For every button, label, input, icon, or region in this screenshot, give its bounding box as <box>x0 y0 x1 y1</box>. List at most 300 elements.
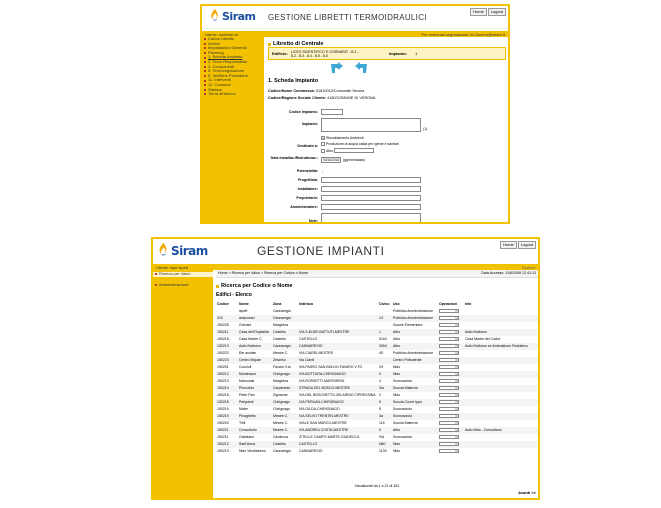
cell-operazioni <box>438 315 464 322</box>
cell-info <box>464 308 538 315</box>
sidebar-item-amministrazione[interactable]: Amministrazione <box>153 283 213 288</box>
cell-uso: Scuola Cuore Ippo <box>392 399 438 406</box>
cell-nome: Grimani <box>239 323 252 327</box>
cell-civico: 3/a <box>378 385 392 392</box>
operazioni-select[interactable] <box>439 435 459 439</box>
cell-info <box>464 322 538 329</box>
cell-nome: Peter Pan <box>239 393 255 397</box>
cell-info <box>464 371 538 378</box>
cell-indirizzo: CASTELLO <box>299 337 318 341</box>
cell-civico: 5104 <box>379 337 387 341</box>
arrow-icons <box>330 62 368 74</box>
cell-indirizzo: CANNAREGIO <box>298 343 378 350</box>
operazioni-select[interactable] <box>439 309 459 313</box>
codice-label: Codice/Nome Commessa: <box>268 89 315 93</box>
proprietario-label: Proprietario: <box>296 196 318 200</box>
impianto-textarea[interactable] <box>321 118 421 132</box>
main-content <box>216 270 538 498</box>
next-link[interactable]: Avanti >> <box>518 490 536 495</box>
edificio-label: Edificio: <box>272 51 288 56</box>
cell-codice <box>216 308 238 315</box>
user-label: Utente: ispettori srl <box>205 31 239 37</box>
sidebar-item-carica[interactable]: Carica Libretto <box>202 37 264 42</box>
cell-operazioni <box>438 308 464 315</box>
cell-nome: Nido Vendiabeno <box>239 449 266 453</box>
data-label: Data Installaz./Ristrutturaz.: <box>270 156 318 160</box>
codice-impianto-label: Codice Impianto: <box>288 110 318 114</box>
operazioni-select[interactable] <box>439 379 459 383</box>
cell-indirizzo <box>298 322 378 329</box>
cell-info <box>464 350 538 357</box>
scheda-title: 1. Scheda Impianto <box>268 78 319 84</box>
cell-civico: N60 <box>378 441 392 448</box>
cell-civico: 2 <box>379 393 381 397</box>
cell-operazioni <box>438 392 464 399</box>
cell-civico: 1 <box>378 329 392 336</box>
cell-zona: Castello <box>272 329 298 336</box>
section-title: Ricerca per Codice o Nome <box>216 283 538 289</box>
breadcrumb-bar <box>216 270 538 278</box>
cell-civico: 5 <box>378 399 392 406</box>
cell-uso: Scuola Materna <box>392 385 438 392</box>
operazioni-select[interactable] <box>439 407 459 411</box>
siram-logo <box>158 243 208 258</box>
table-row[interactable] <box>216 399 538 406</box>
cell-indirizzo: VIALE SAN MARCO-MESTRE <box>299 421 347 425</box>
cell-zona: Carpenedo <box>272 385 298 392</box>
prev-arrow-icon[interactable] <box>330 62 344 74</box>
operazioni-select[interactable] <box>439 344 459 348</box>
cell-uso: Nido <box>393 449 401 453</box>
checkbox[interactable] <box>321 136 325 140</box>
cell-operazioni <box>438 434 464 441</box>
brand-name: Siram <box>222 9 256 23</box>
sidebar <box>153 270 213 500</box>
cell-uso: Nido <box>392 371 438 378</box>
altro-input[interactable] <box>334 148 374 153</box>
table-row[interactable] <box>216 350 538 357</box>
cell-codice: 150212 <box>216 371 238 378</box>
table-row[interactable] <box>216 336 538 343</box>
cell-uso: Pubblica Amministrazione <box>393 351 434 355</box>
table-row[interactable] <box>216 448 538 455</box>
sidebar-item-terzo-responsabile[interactable]: 2. Terzo Responsabile <box>202 60 264 65</box>
sidebar-item-ricerca[interactable]: Ricerca per Valori <box>153 272 213 277</box>
operazioni-select[interactable] <box>439 330 459 334</box>
cell-uso: Sconosciuto <box>392 413 438 420</box>
cell-info <box>464 378 538 385</box>
cell-uso: Scuole Elementare <box>393 323 423 327</box>
installatore-label: Installatore: <box>297 187 318 191</box>
impianti-window <box>151 237 540 500</box>
installatore-input[interactable] <box>321 186 421 192</box>
checkbox[interactable] <box>321 149 325 153</box>
cell-info <box>464 434 538 441</box>
top-links <box>470 8 506 16</box>
cell-indirizzo: ZITELLE CAMPO MARTE-GIUDECCA <box>299 435 360 439</box>
cell-codice: 150212 <box>216 441 238 448</box>
cell-nome: Marcovati <box>239 379 255 383</box>
data-hint: (gg/mm/aaaa) <box>343 158 365 162</box>
cell-zona: Castello <box>273 337 286 341</box>
cell-info <box>464 392 538 399</box>
cell-indirizzo: VIA BOTTURA-CHIRIGNAGO <box>298 371 378 378</box>
operazioni-select[interactable] <box>439 351 459 355</box>
sidebar-item-scheda-impianto[interactable]: 1. Scheda Impianto <box>202 55 264 60</box>
cell-nome: Gabbiano <box>239 435 255 439</box>
cell-civico: 115 <box>379 421 385 425</box>
sidebar-item-consumi[interactable]: 12. Consumi <box>202 83 264 88</box>
cell-codice: 150218 <box>216 399 238 406</box>
cell-zona: Mestre C. <box>272 427 298 434</box>
table-row[interactable] <box>216 434 538 441</box>
cell-zona: Cannaregio <box>272 343 298 350</box>
cell-indirizzo: VIA GILDA-CHIRIGNAGO <box>299 407 340 411</box>
table-row[interactable] <box>216 315 538 322</box>
cell-codice: 150220 <box>217 421 229 425</box>
cell-operazioni <box>438 371 464 378</box>
operazioni-select[interactable] <box>439 442 459 446</box>
sidebar-item-termoregolazione[interactable]: 5. Termoregolazione <box>202 69 264 74</box>
cell-civico <box>378 308 392 315</box>
amministratore-label: Amministratore: <box>290 205 318 209</box>
cell-nome: Mafer <box>239 407 248 411</box>
logout-link[interactable]: Logout <box>488 8 506 16</box>
cell-indirizzo: VIA PASSO SAN BOLDO-FAVARO V.TO <box>299 365 363 369</box>
cell-codice: 150216 <box>217 393 229 397</box>
bullet-icon <box>268 43 271 46</box>
operazioni-select[interactable] <box>439 449 459 453</box>
cell-codice: 150228 <box>217 323 229 327</box>
operazioni-select[interactable] <box>439 421 459 425</box>
cell-nome: Casa Madre C. <box>239 337 263 341</box>
cell-zona: Castello <box>272 441 298 448</box>
cell-codice: 150219 <box>217 407 229 411</box>
edificio-box <box>268 47 506 60</box>
cell-nome: Asilo Notturno <box>238 343 272 350</box>
cell-civico: 3a <box>378 413 392 420</box>
cell-uso: Altro <box>392 427 438 434</box>
cell-codice: 150201 <box>217 365 229 369</box>
cell-indirizzo: VIA SELVO TRENTIN-MESTRE <box>298 413 378 420</box>
operazioni-select[interactable] <box>439 393 459 397</box>
edifici-table <box>216 301 538 455</box>
cell-operazioni <box>438 329 464 336</box>
cell-indirizzo: VIA PERUAN-CHIRIGNAGO <box>298 399 378 406</box>
cell-info <box>464 385 538 392</box>
sidebar-item-componenti[interactable]: 4. Componenti <box>202 65 264 70</box>
amministratore-input[interactable] <box>321 204 421 210</box>
cell-uso: Scuola Materna <box>393 421 418 425</box>
cell-indirizzo <box>298 308 378 315</box>
cell-operazioni <box>438 364 464 371</box>
operazioni-select[interactable] <box>439 386 459 390</box>
note-textarea[interactable] <box>321 213 421 224</box>
operazioni-select[interactable] <box>439 316 459 320</box>
cell-info: Asilo Notturno ex Ambulatorio Pediatrico <box>464 343 538 350</box>
cell-operazioni <box>438 322 464 329</box>
cell-nome: Pinaghetto <box>238 413 272 420</box>
destinato-label: Destinato a: <box>297 144 318 148</box>
cell-indirizzo: VIA ROSSETTI-MARGHERA <box>299 379 345 383</box>
libretto-title: Libretto di Centrale <box>268 41 508 47</box>
table-row[interactable] <box>216 441 538 448</box>
cell-operazioni <box>438 399 464 406</box>
cell-civico: 5 <box>379 407 381 411</box>
table-row[interactable] <box>216 322 538 329</box>
proprietario-input[interactable] <box>321 195 421 201</box>
cell-indirizzo: Via Ciardi <box>298 357 378 364</box>
potenzialita-value: - <box>322 168 324 173</box>
cell-zona: Chirignago <box>272 399 298 406</box>
edificio-value: LICEO SCIENTIFICO 'E.CORNARO' - B.1 - 8.2 - 8.3 - 8.4 - 8.5 - 8.6 <box>291 49 359 58</box>
cell-operazioni <box>438 441 464 448</box>
cell-codice: 150224 <box>216 357 238 364</box>
cell-indirizzo: CASTELLO <box>298 441 378 448</box>
ragione-value: 4160/COMUNE DI VERONA <box>327 96 376 100</box>
cell-codice: 150213 <box>217 379 229 383</box>
cell-civico: 9 <box>378 427 392 434</box>
cell-civico: 3054 <box>378 343 392 350</box>
cell-civico: 4 <box>379 379 381 383</box>
cell-operazioni <box>438 385 464 392</box>
cell-operazioni <box>438 420 464 427</box>
table-row[interactable] <box>216 420 538 427</box>
cell-uso: Sconosciuto <box>393 379 413 383</box>
app-title: GESTIONE LIBRETTI TERMOIDRAULICI <box>268 13 427 22</box>
operazioni-select[interactable] <box>439 337 459 341</box>
table-body <box>216 308 538 455</box>
table-row[interactable] <box>216 392 538 399</box>
destinato-option-1[interactable]: Riscaldamento Ambienti <box>321 136 364 140</box>
cell-zona: Zelarino <box>272 357 298 364</box>
cell-zona: Zignaone <box>273 393 288 397</box>
col-civico: Civico <box>379 302 390 306</box>
brand-name: Siram <box>171 243 208 258</box>
cell-zona: Mestre C. <box>273 421 289 425</box>
top-links <box>500 241 536 249</box>
cell-operazioni <box>438 413 464 420</box>
sidebar-item-stampa[interactable]: Stampa <box>202 88 264 93</box>
cell-info <box>464 315 538 322</box>
pagination-info: Visualizzati da 1 a 21 di 361 <box>354 484 400 488</box>
cell-codice: 210 <box>216 315 238 322</box>
cell-zona: Marghera <box>273 379 288 383</box>
cell-zona: Mestre C. <box>273 351 289 355</box>
list-subtitle: Edifici - Elenco <box>216 292 252 298</box>
access-label: Data Accesso: 11/6/2008 12:41:13 <box>481 271 536 275</box>
col-info: Info <box>465 302 472 306</box>
cell-info <box>464 420 538 427</box>
siram-logo <box>210 9 256 23</box>
cell-zona: Cannaregio <box>273 309 292 313</box>
app-title: GESTIONE IMPIANTI <box>257 244 385 258</box>
flame-icon <box>158 243 169 258</box>
sidebar-item-interventi[interactable]: 11. Interventi <box>202 78 264 83</box>
cell-civico <box>378 322 392 329</box>
cell-codice: 150219 <box>216 343 238 350</box>
cell-info <box>464 364 538 371</box>
cell-indirizzo: VIA S.M.DEI BATTUTI-MESTRE <box>298 329 378 336</box>
cell-zona: Mestre C. <box>272 413 298 420</box>
operazioni-select[interactable] <box>439 414 459 418</box>
cell-codice: 150222 <box>217 351 229 355</box>
impianto-number-value: 1 <box>415 51 418 56</box>
cell-operazioni <box>438 336 464 343</box>
cell-civico: 1139 <box>379 449 387 453</box>
cell-nome: assicurazi <box>238 315 272 322</box>
codice-impianto-input[interactable] <box>321 109 343 115</box>
progettista-input[interactable] <box>321 177 421 183</box>
cell-codice: 150214 <box>216 385 238 392</box>
impianto-number-label: Impianto: <box>389 51 407 56</box>
operazioni-select[interactable] <box>439 400 459 404</box>
col-uso: Uso <box>393 302 400 306</box>
main-content <box>268 38 508 224</box>
cell-civico: 9/A <box>379 435 385 439</box>
note-label: Note: <box>308 219 318 223</box>
destinato-option-2[interactable]: Produzione di acqua calda per igiene e sanitari <box>321 142 399 146</box>
cell-info: Asilo Notturno <box>464 329 538 336</box>
home-link[interactable]: Home <box>470 8 487 16</box>
cell-indirizzo: VIA DEL BOSCHETTO-ZELARINO CIPRESSINA <box>299 393 376 397</box>
cell-uso: Nido <box>393 393 401 397</box>
operazioni-select[interactable] <box>439 372 459 376</box>
user-label: Utente: ispe ispett <box>156 264 189 270</box>
next-arrow-icon[interactable] <box>354 62 368 74</box>
cell-nome: Cuccioli <box>239 365 252 369</box>
col-nome[interactable]: Nome <box>239 302 249 306</box>
cell-nome: Trilli <box>239 421 246 425</box>
codice-commessa-row <box>268 89 364 93</box>
table-row[interactable] <box>216 329 538 336</box>
logout-link[interactable]: Logout <box>518 241 536 249</box>
table-row[interactable] <box>216 378 538 385</box>
codice-value: 01810012/Comunale Verona <box>315 89 365 93</box>
system-label: System <box>521 264 535 270</box>
cell-info <box>464 413 538 420</box>
ragione-row <box>268 96 375 100</box>
cell-nome: Montessori <box>238 371 272 378</box>
cell-info <box>464 399 538 406</box>
cell-civico: 45 <box>379 351 383 355</box>
cell-civico: 13 <box>378 315 392 322</box>
flame-icon <box>210 9 220 23</box>
cell-operazioni <box>438 343 464 350</box>
sidebar-item-verifiche[interactable]: 9. Verifiche Periodiche <box>202 74 264 79</box>
table-header <box>216 301 538 308</box>
cell-indirizzo: STRADA DEL BOSCO-MESTRE <box>298 385 378 392</box>
cell-info <box>464 441 538 448</box>
cell-nome: Consultorio <box>238 427 272 434</box>
cell-info <box>464 406 538 413</box>
cell-zona: Marghera <box>273 323 288 327</box>
table-row[interactable] <box>216 385 538 392</box>
table-row[interactable] <box>216 364 538 371</box>
cell-zona: Chirignago <box>273 407 290 411</box>
cell-codice: 150211 <box>217 435 229 439</box>
cell-zona: Favaro V.to <box>273 365 291 369</box>
cell-nome: Ete avviale <box>239 351 257 355</box>
operazioni-select[interactable] <box>439 428 459 432</box>
cell-codice: 150221 <box>216 427 238 434</box>
table-row[interactable] <box>216 343 538 350</box>
home-link[interactable]: Home <box>500 241 517 249</box>
cell-uso: Sconosciuto <box>393 407 413 411</box>
sidebar-item-archivi[interactable]: Archivi <box>202 42 264 47</box>
table-row[interactable] <box>216 371 538 378</box>
table-row[interactable] <box>216 406 538 413</box>
cell-zona: Cannaregio <box>272 315 298 322</box>
cell-zona: Chirignago <box>272 371 298 378</box>
sidebar-item-planning[interactable]: Planning <box>202 51 264 56</box>
col-codice[interactable]: Codice <box>217 302 229 306</box>
cell-indirizzo: CANNAREGIO <box>299 449 323 453</box>
table-row[interactable] <box>216 427 538 434</box>
table-row[interactable] <box>216 308 538 315</box>
table-row[interactable] <box>216 413 538 420</box>
checkbox[interactable] <box>321 142 325 146</box>
cell-operazioni <box>438 378 464 385</box>
operazioni-select[interactable] <box>439 358 459 362</box>
cell-nome: Casa dell'Ospitalita <box>238 329 272 336</box>
operazioni-select[interactable] <box>439 365 459 369</box>
support-label: Per eventuali segnalazioni: M.Genero@siram.it <box>421 31 505 37</box>
cell-indirizzo <box>298 315 378 322</box>
sidebar <box>202 36 264 224</box>
cell-codice: 150219 <box>216 413 238 420</box>
cell-uso: Altro <box>392 329 438 336</box>
potenzialita-label: Potenzialita: <box>296 169 318 173</box>
header <box>153 239 538 263</box>
cell-nome: ispett <box>239 309 248 313</box>
cell-uso: Nido <box>392 441 438 448</box>
cell-codice: 150211 <box>216 329 238 336</box>
impianto-label: Impianto: <box>301 122 318 126</box>
destinato-option-3[interactable]: Altro <box>321 148 374 153</box>
cell-nome: Peripaioli <box>238 399 272 406</box>
cell-civico: 3 <box>378 371 392 378</box>
cell-zona: Giudecca <box>273 435 288 439</box>
col-zona[interactable]: Zona <box>273 302 282 306</box>
cell-info: Asilo Nido - Consultorio <box>464 427 538 434</box>
impianto-counter: (1) <box>423 127 428 131</box>
data-input[interactable]: 03/10/2002 <box>323 158 340 162</box>
sidebar-item-impostazioni[interactable]: Impostazioni Generali <box>202 46 264 51</box>
cell-uso: Sconosciuto <box>393 435 413 439</box>
cell-nome: Centro Mopan <box>238 357 272 364</box>
cell-codice: 150213 <box>217 449 229 453</box>
col-indirizzo: Indirizzo <box>299 302 314 306</box>
bullet-icon <box>216 285 219 288</box>
ragione-label: Codice/Ragione Sociale Cliente: <box>268 96 327 100</box>
col-operazioni: Operazioni <box>439 302 458 306</box>
cell-operazioni <box>438 427 464 434</box>
cell-info: Casa Madre dei Cadut. <box>465 337 501 341</box>
cell-operazioni <box>438 448 464 455</box>
cell-nome: Pinocchio <box>238 385 272 392</box>
cell-civico: 29 <box>379 365 383 369</box>
sidebar-item-torna[interactable]: Torna all'elenco <box>202 92 264 97</box>
table-row[interactable] <box>216 357 538 364</box>
cell-operazioni <box>438 350 464 357</box>
cell-uso: Altro <box>392 343 438 350</box>
cell-operazioni <box>438 406 464 413</box>
libretti-window <box>200 4 510 224</box>
breadcrumb[interactable]: Home > Ricerca per Valori > Ricerca per Codice o Nome <box>218 271 309 275</box>
operazioni-select[interactable] <box>439 323 459 327</box>
cell-operazioni <box>438 357 464 364</box>
